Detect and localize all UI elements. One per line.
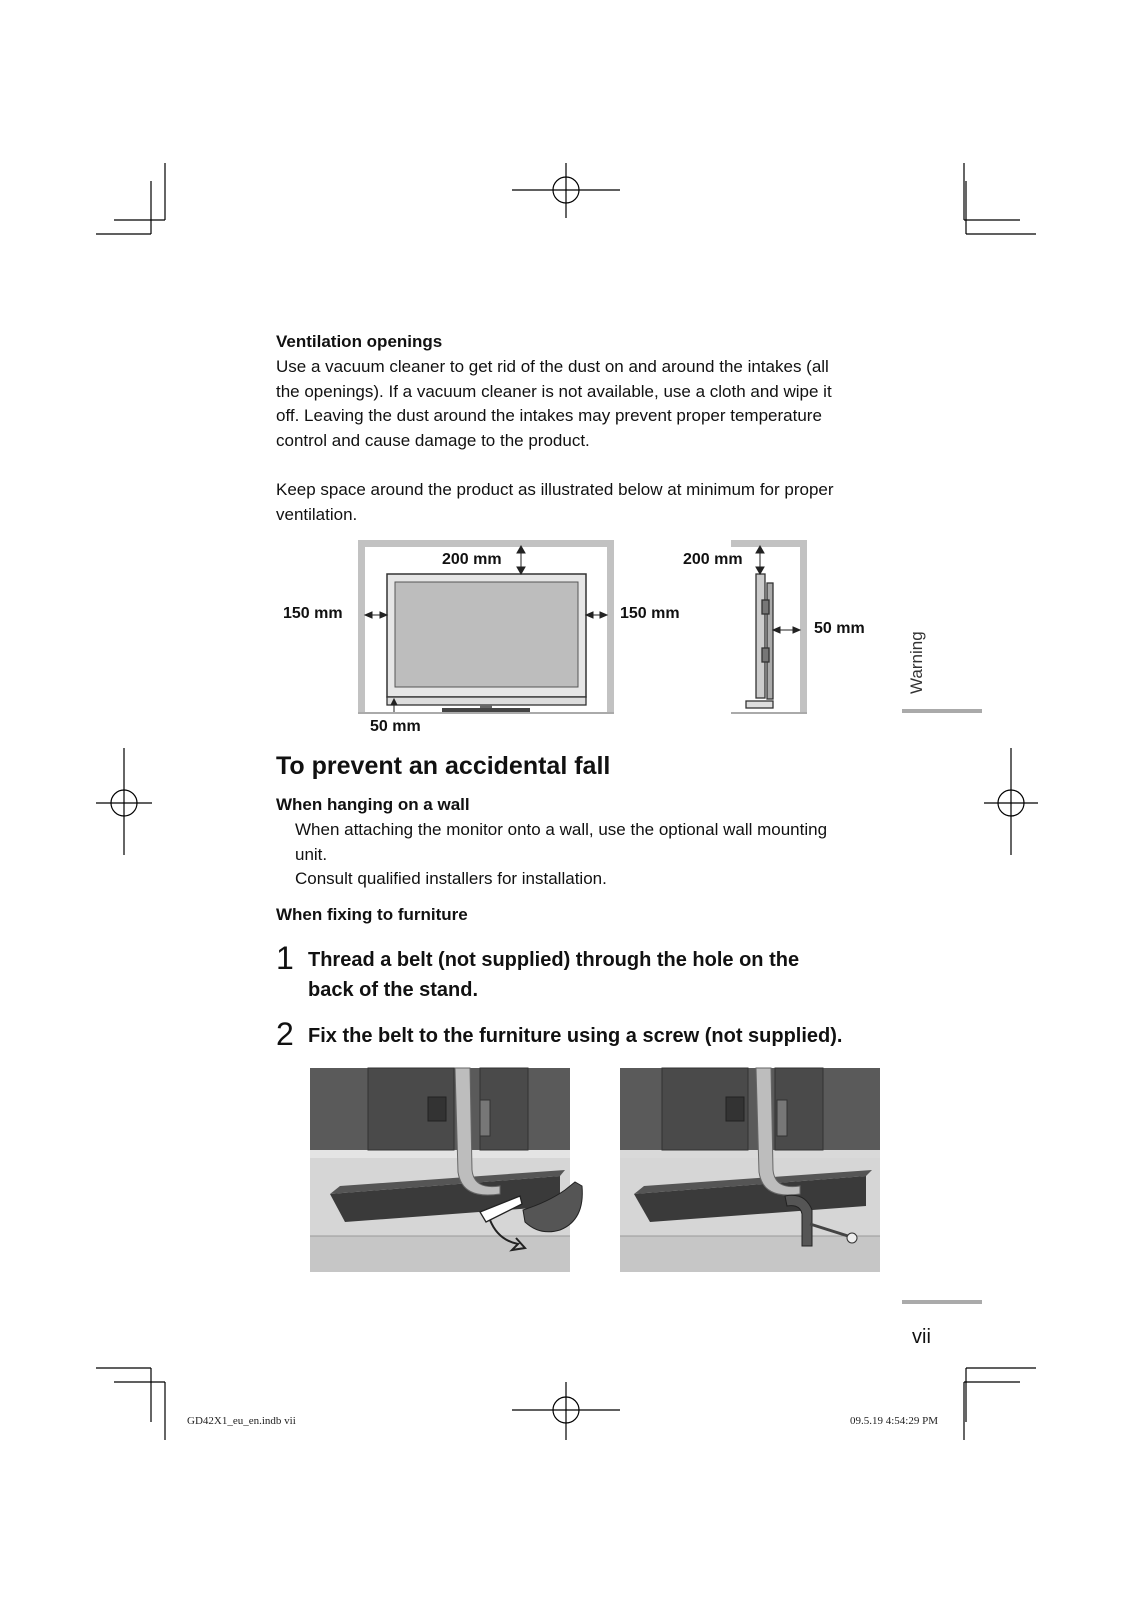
furniture-heading: When fixing to furniture: [276, 905, 468, 924]
text-line: When attaching the monitor onto a wall, use the optional wall mounting: [295, 820, 828, 839]
text-line: off. Leaving the dust around the intakes may prevent proper temperature: [276, 406, 822, 425]
belt-threading-illustration: [310, 1068, 582, 1272]
text-line: Thread a belt (not supplied) through the hole on the: [308, 949, 800, 971]
ventilation-heading: Ventilation openings: [276, 332, 443, 351]
section-title: To prevent an accidental fall: [276, 752, 611, 780]
step-number: 1: [276, 940, 294, 976]
text-line: Use a vacuum cleaner to get rid of the dust on and around the intakes (all: [276, 357, 829, 376]
side-back-clearance-label: 50 mm: [814, 620, 865, 637]
front-right-clearance-label: 150 mm: [620, 605, 680, 622]
step-number: 2: [276, 1016, 294, 1052]
text-line: control and cause damage to the product.: [276, 430, 590, 450]
front-left-clearance-label: 150 mm: [283, 605, 343, 622]
belt-screw-illustration: [620, 1068, 880, 1272]
text-line: ventilation.: [276, 504, 358, 524]
text-line: the openings). If a vacuum cleaner is not available, use a cloth and wipe it: [276, 381, 832, 401]
page-number: vii: [912, 1326, 931, 1348]
text-line: back of the stand.: [308, 979, 479, 1001]
section-tab-label: Warning: [907, 631, 926, 694]
footer-file-name: GD42X1_eu_en.indb vii: [187, 1415, 296, 1427]
text-line: Consult qualified installers for installation.: [295, 869, 607, 888]
front-bottom-clearance-label: 50 mm: [370, 718, 421, 735]
text-line: unit.: [295, 844, 328, 864]
front-top-clearance-label: 200 mm: [442, 551, 502, 568]
side-top-clearance-label: 200 mm: [683, 551, 743, 568]
wall-heading: When hanging on a wall: [276, 795, 470, 814]
footer-timestamp: 09.5.19 4:54:29 PM: [850, 1415, 939, 1427]
text-line: Fix the belt to the furniture using a screw (not supplied).: [308, 1025, 843, 1047]
text-line: Keep space around the product as illustrated below at minimum for proper: [276, 480, 834, 499]
